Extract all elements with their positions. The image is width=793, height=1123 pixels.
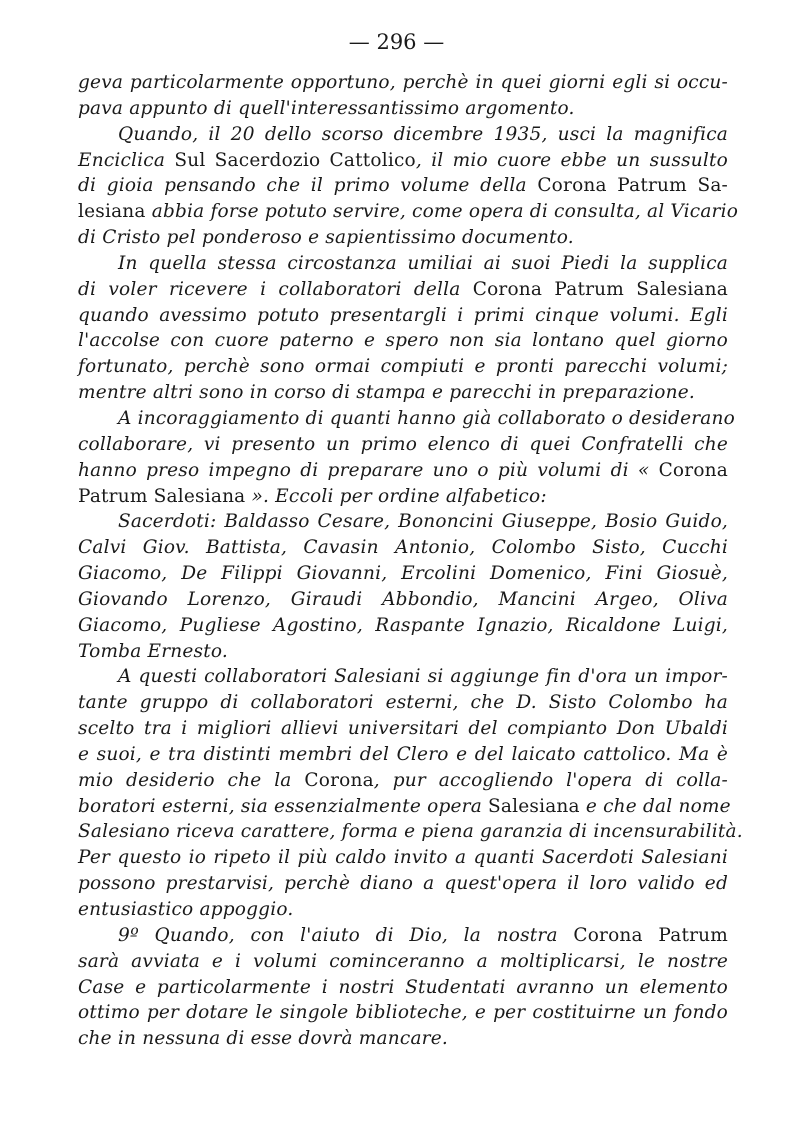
text-line: Giacomo, De Filippi Giovanni, Ercolini Domenico, Fini Giosuè, — [78, 563, 728, 585]
text-line: quando avessimo potuto presentargli i primi cinque volumi. Egli — [78, 304, 728, 326]
text-line: l'accolse con cuore paterno e spero non sia lontano quel giorno — [78, 330, 728, 352]
text-line: A incoraggiamento di quanti hanno già collaborato o desiderano — [118, 407, 735, 429]
text-line: scelto tra i migliori allievi universitari del compianto Don Ubaldi — [78, 718, 728, 740]
text-line: Sacerdoti: Baldasso Cesare, Bononcini Giuseppe, Bosio Guido, — [118, 511, 728, 533]
text-line: che in nessuna di esse dovrà mancare. — [78, 1028, 448, 1050]
body-text — [78, 70, 743, 1052]
text-line: tante gruppo di collaboratori esterni, che D. Sisto Colombo ha — [78, 692, 728, 714]
text-line: di gioia pensando che il primo volume della Corona Patrum Sa- — [78, 175, 729, 197]
text-line: lesiana abbia forse potuto servire, come opera di consulta, al Vicario — [78, 201, 739, 223]
text-line: di voler ricevere i collaboratori della Corona Patrum Salesiana — [78, 278, 728, 300]
text-line: di Cristo pel ponderoso e sapientissimo documento. — [78, 227, 574, 249]
text-line: fortunato, perchè sono ormai compiuti e pronti parecchi volumi; — [78, 356, 728, 378]
text-line: geva particolarmente opportuno, perchè in quei giorni egli si occu- — [78, 72, 728, 93]
text-line: Tomba Ernesto. — [78, 640, 228, 662]
text-line: mentre altri sono in corso di stampa e parecchi in preparazione. — [78, 382, 695, 404]
text-line: ottimo per dotare le singole biblioteche, e per costituirne un fondo — [78, 1002, 728, 1024]
text-line: pava appunto di quell'interessantissimo argomento. — [78, 97, 575, 119]
text-line: sarà avviata e i volumi cominceranno a moltiplicarsi, le nostre — [78, 950, 728, 972]
text-line: e suoi, e tra distinti membri del Clero e del laicato cattolico. Ma è — [78, 743, 728, 765]
text-line: In quella stessa circostanza umiliai ai suoi Piedi la supplica — [118, 252, 728, 274]
text-line: Giovando Lorenzo, Giraudi Abbondio, Mancini Argeo, Oliva — [78, 588, 728, 610]
text-line: boratori esterni, sia essenzialmente opera Salesiana e che dal nome — [78, 795, 731, 817]
text-line: collaborare, vi presento un primo elenco di quei Confratelli che — [78, 433, 728, 455]
text-line: 9º Quando, con l'aiuto di Dio, la nostra Corona Patrum — [118, 924, 728, 946]
text-line: Giacomo, Pugliese Agostino, Raspante Ignazio, Ricaldone Luigi, — [78, 614, 728, 636]
text-line: A questi collaboratori Salesiani si aggiunge fin d'ora un impor- — [118, 666, 728, 688]
page-number: — 296 — — [348, 30, 445, 54]
text-line: Enciclica Sul Sacerdozio Cattolico, il mio cuore ebbe un sussulto — [78, 149, 729, 171]
text-line: entusiastico appoggio. — [78, 899, 294, 920]
text-line: Per questo io ripeto il più caldo invito a quanti Sacerdoti Salesiani — [78, 847, 728, 869]
text-line: Quando, il 20 dello scorso dicembre 1935, usci la magnifica — [118, 123, 728, 145]
text-line: mio desiderio che la Corona, pur accogliendo l'opera di colla- — [78, 769, 728, 791]
text-line: possono prestarvisi, perchè diano a quest'opera il loro valido ed — [78, 873, 728, 895]
text-line: Patrum Salesiana ». Eccoli per ordine alfabetico: — [78, 485, 547, 507]
text-line: Calvi Giov. Battista, Cavasin Antonio, Colombo Sisto, Cucchi — [78, 537, 728, 559]
text-line: hanno preso impegno di preparare uno o più volumi di « Corona — [78, 459, 728, 481]
text-line: Salesiano riceva carattere, forma e piena garanzia di incensurabilità. — [78, 821, 743, 843]
text-line: Case e particolarmente i nostri Studentati avranno un elemento — [78, 976, 728, 998]
